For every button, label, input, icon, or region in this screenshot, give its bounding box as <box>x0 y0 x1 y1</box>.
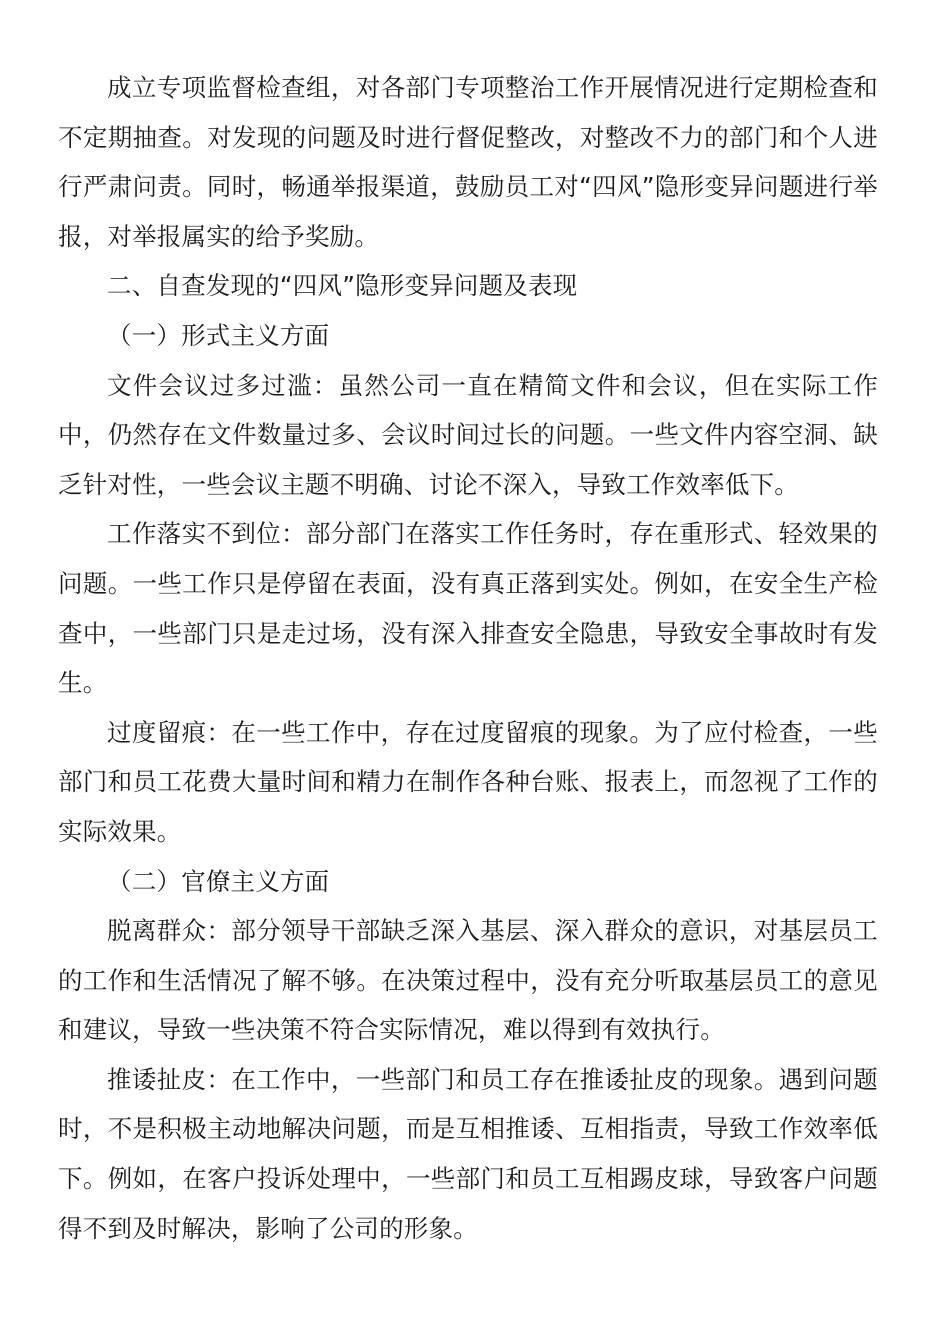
paragraph-buck-passing: 推诿扯皮：在工作中，一些部门和员工存在推诿扯皮的现象。遇到问题时，不是积极主动地解决问题，而是互相推诿、互相指责，导致工作效率低下。例如，在客户投诉处理中，一些部门和员工互相踢皮球，导致客户问题得不到及时解决，影响了公司的形象。 <box>58 1064 878 1243</box>
paragraph-excessive-documents-meetings: 文件会议过多过滥：虽然公司一直在精简文件和会议，但在实际工作中，仍然存在文件数量过多、会议时间过长的问题。一些文件内容空洞、缺乏针对性，一些会议主题不明确、讨论不深入，导致工作效率低下。 <box>58 370 878 499</box>
paragraph-supervision-group: 成立专项监督检查组，对各部门专项整治工作开展情况进行定期检查和不定期抽查。对发现的问题及时进行督促整改，对整改不力的部门和个人进行严肃问责。同时，畅通举报渠道，鼓励员工对“四风”隐形变异问题进行举报，对举报属实的给予奖励。 <box>58 73 878 251</box>
section-heading-two: 二、自查发现的“四风”隐形变异问题及表现 <box>107 271 578 301</box>
document-body <box>58 63 878 1253</box>
paragraph-poor-implementation: 工作落实不到位：部分部门在落实工作任务时，存在重形式、轻效果的问题。一些工作只是停留在表面，没有真正落到实处。例如，在安全生产检查中，一些部门只是走过场，没有深入排查安全隐患，导致安全事故时有发生。 <box>58 519 878 698</box>
paragraph-detached-from-masses: 脱离群众：部分领导干部缺乏深入基层、深入群众的意识，对基层员工的工作和生活情况了解不够。在决策过程中，没有充分听取基层员工的意见和建议，导致一些决策不符合实际情况，难以得到有效执行。 <box>58 916 878 1045</box>
subsection-heading-formalism: （一）形式主义方面 <box>107 320 330 350</box>
subsection-heading-bureaucratism: （二）官僚主义方面 <box>107 866 330 896</box>
paragraph-excessive-records: 过度留痕：在一些工作中，存在过度留痕的现象。为了应付检查，一些部门和员工花费大量时间和精力在制作各种台账、报表上，而忽视了工作的实际效果。 <box>58 717 878 846</box>
